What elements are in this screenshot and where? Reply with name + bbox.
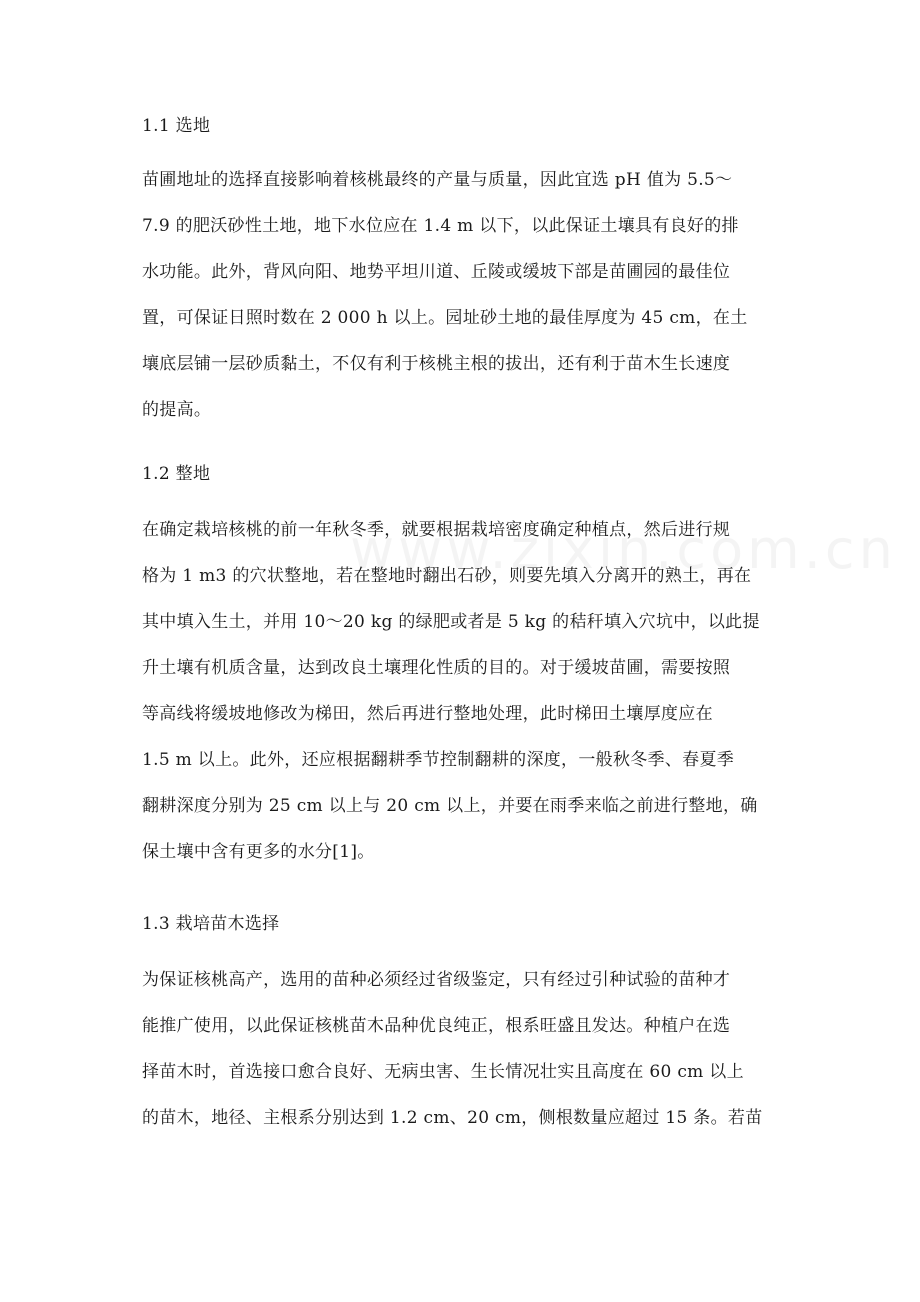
paragraph-line: 壤底层铺一层砂质黏土，不仅有利于核桃主根的拔出，还有利于苗木生长速度 [142,354,731,374]
paragraph-line: 其中填入生土，并用 10～20 kg 的绿肥或者是 5 kg 的秸秆填入穴坑中，以此提 [142,612,760,632]
paragraph-line: 能推广使用，以此保证核桃苗木品种优良纯正，根系旺盛且发达。种植户在选 [142,1016,731,1036]
paragraph-line: 的苗木，地径、主根系分别达到 1.2 cm、20 cm，侧根数量应超过 15 条。若苗 [142,1108,763,1128]
paragraph-line: 1.5 m 以上。此外，还应根据翻耕季节控制翻耕的深度，一般秋冬季、春夏季 [142,750,735,770]
paragraph-line: 水功能。此外，背风向阳、地势平坦川道、丘陵或缓坡下部是苗圃园的最佳位 [142,262,731,282]
paragraph-line: 翻耕深度分别为 25 cm 以上与 20 cm 以上，并要在雨季来临之前进行整地，确 [142,796,758,816]
paragraph-line: 升土壤有机质含量，达到改良土壤理化性质的目的。对于缓坡苗圃，需要按照 [142,658,731,678]
paragraph-line: 置，可保证日照时数在 2 000 h 以上。园址砂土地的最佳厚度为 45 cm，在土 [142,308,748,328]
paragraph-line: 等高线将缓坡地修改为梯田，然后再进行整地处理，此时梯田土壤厚度应在 [142,704,713,724]
paragraph-line: 择苗木时，首选接口愈合良好、无病虫害、生长情况壮实且高度在 60 cm 以上 [142,1062,744,1082]
paragraph-line: 格为 1 m3 的穴状整地，若在整地时翻出石砂，则要先填入分离开的熟土，再在 [142,566,752,586]
section-heading-1-2: 1.2 整地 [142,464,211,484]
paragraph-line: 苗圃地址的选择直接影响着核桃最终的产量与质量，因此宜选 pH 值为 5.5～ [142,170,733,190]
section-heading-1-3: 1.3 栽培苗木选择 [142,914,280,934]
paragraph-line: 在确定栽培核桃的前一年秋冬季，就要根据栽培密度确定种植点，然后进行规 [142,520,731,540]
paragraph-line: 保土壤中含有更多的水分[1]。 [142,842,375,862]
paragraph-line: 为保证核桃高产，选用的苗种必须经过省级鉴定，只有经过引种试验的苗种才 [142,970,731,990]
paragraph-line: 7.9 的肥沃砂性土地，地下水位应在 1.4 m 以下，以此保证土壤具有良好的排 [142,216,739,236]
section-heading-1-1: 1.1 选地 [142,116,211,136]
paragraph-line: 的提高。 [142,400,212,420]
